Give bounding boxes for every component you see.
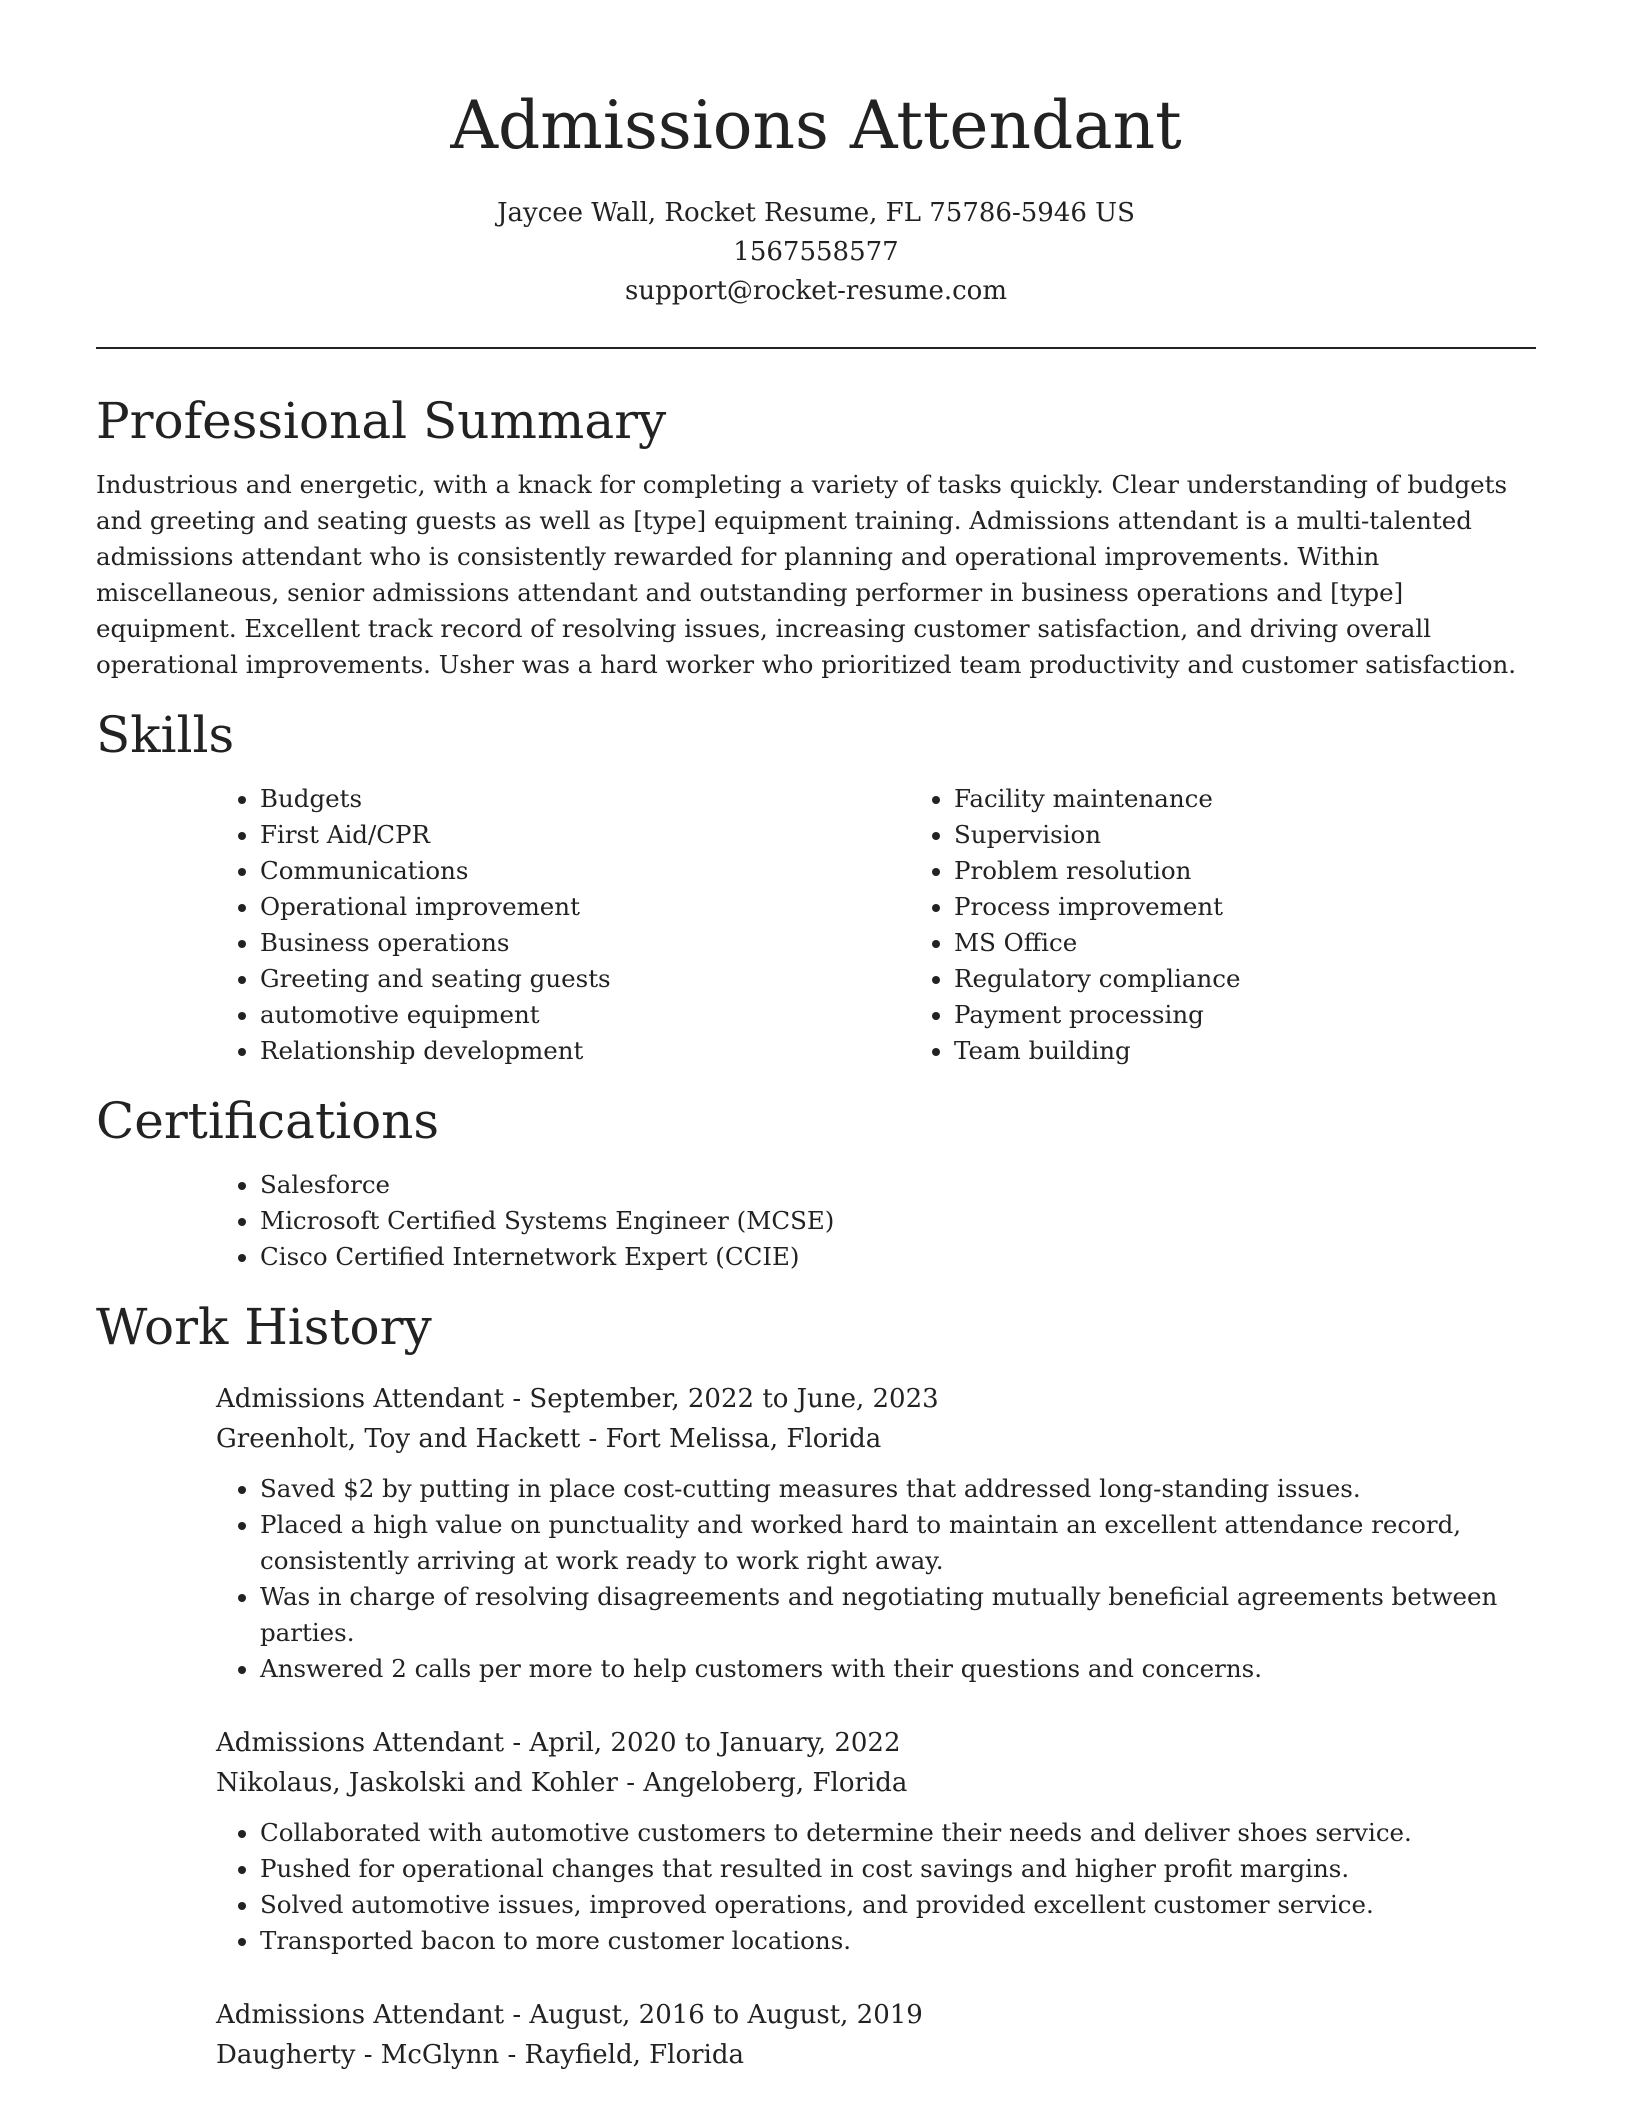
job-bullet: • Transported bacon to more customer locations. (260, 1923, 1536, 1959)
job-bullet: • Saved $2 by putting in place cost-cutting measures that addressed long-standing issues. (260, 1471, 1536, 1507)
job-dates: September, 2022 to June, 2023 (529, 1384, 939, 1414)
certifications-heading: Certifications (96, 1092, 440, 1150)
job-location: Fort Melissa, Florida (605, 1424, 882, 1454)
skill-item: • automotive equipment (260, 997, 910, 1033)
job-bullet: • Was in charge of resolving disagreements and negotiating mutually beneficial agreements between parties. (260, 1579, 1536, 1651)
candidate-title: Admissions Attendant (450, 87, 1182, 164)
skill-item: • Team building (954, 1033, 1604, 1069)
skill-item: • Greeting and seating guests (260, 961, 910, 997)
skills-list-left (216, 781, 910, 1069)
job-location: Rayfield, Florida (524, 2040, 745, 2070)
skill-item: • Operational improvement (260, 889, 910, 925)
resume-header (96, 0, 1536, 311)
work-history-section (96, 1295, 1536, 2075)
job-location: Angeloberg, Florida (643, 1768, 908, 1798)
skill-item: • Communications (260, 853, 910, 889)
skill-item: • Budgets (260, 781, 910, 817)
contact-block (96, 194, 1536, 311)
job-company-line: Greenholt, Toy and Hackett - Fort Melissa, Florida (216, 1424, 882, 1454)
skill-item: • Supervision (954, 817, 1604, 853)
skill-item: • Business operations (260, 925, 910, 961)
certifications-section (96, 1089, 1536, 1275)
certification-item: • Microsoft Certified Systems Engineer (MCSE) (260, 1203, 1536, 1239)
job-title: Admissions Attendant (216, 1384, 505, 1414)
certification-item: • Cisco Certified Internetwork Expert (CCIE) (260, 1239, 1536, 1275)
summary-section (96, 389, 1536, 683)
job-bullet: • Answered 2 calls per more to help customers with their questions and concerns. (260, 1651, 1536, 1687)
job-entry (216, 1723, 1536, 1959)
skill-item: • Process improvement (954, 889, 1604, 925)
job-company-line: Nikolaus, Jaskolski and Kohler - Angeloberg, Florida (216, 1768, 908, 1798)
contact-email: support@rocket-resume.com (624, 276, 1007, 306)
skill-item: • Relationship development (260, 1033, 910, 1069)
job-bullet: • Solved automotive issues, improved operations, and provided excellent customer service. (260, 1887, 1536, 1923)
contact-address: Jaycee Wall, Rocket Resume, FL 75786-5946 US (497, 198, 1135, 228)
job-title-line: Admissions Attendant - September, 2022 to June, 2023 (216, 1384, 939, 1414)
job-bullets (216, 1815, 1536, 1959)
summary-heading: Professional Summary (96, 392, 667, 450)
job-bullet: • Placed a high value on punctuality and worked hard to maintain an excellent attendance record, consistently arriving at work ready to work right away. (260, 1507, 1536, 1579)
skill-item: • Payment processing (954, 997, 1604, 1033)
job-title-line: Admissions Attendant - April, 2020 to January, 2022 (216, 1728, 901, 1758)
skill-item: • First Aid/CPR (260, 817, 910, 853)
job-entry (216, 1379, 1536, 1687)
skills-list-right (910, 781, 1604, 1069)
job-bullet: • Collaborated with automotive customers to determine their needs and deliver shoes service. (260, 1815, 1536, 1851)
job-company: Daugherty - McGlynn (216, 2040, 500, 2070)
skills-section (96, 703, 1536, 1069)
contact-phone: 1567558577 (733, 237, 899, 267)
job-dates: August, 2016 to August, 2019 (529, 2000, 923, 2030)
skill-item: • Facility maintenance (954, 781, 1604, 817)
job-bullets (216, 1471, 1536, 1687)
skills-heading: Skills (96, 706, 235, 764)
job-title: Admissions Attendant (216, 2000, 505, 2030)
job-company: Greenholt, Toy and Hackett (216, 1424, 581, 1454)
skill-item: • Regulatory compliance (954, 961, 1604, 997)
job-entry (216, 1995, 1536, 2075)
job-company: Nikolaus, Jaskolski and Kohler (216, 1768, 618, 1798)
job-dates: April, 2020 to January, 2022 (529, 1728, 901, 1758)
work-history-heading: Work History (96, 1298, 432, 1356)
summary-text: Industrious and energetic, with a knack for completing a variety of tasks quickly. Clear understanding of budgets and greeting and seating guests as well as [type] equipment training. Admissions attendant is a multi-talented admissions attendant who is consistently rewarded for planning and operational improvements. Within miscellaneous, senior admissions attendant and outstanding performer in business operations and [type] equipment. Excellent track record of resolving issues, increasing customer satisfaction, and driving overall operational improvements. Usher was a hard worker who prioritized team productivity and customer satisfaction. (96, 470, 1517, 679)
certification-item: • Salesforce (260, 1167, 1536, 1203)
job-title: Admissions Attendant (216, 1728, 505, 1758)
skill-item: • Problem resolution (954, 853, 1604, 889)
job-company-line: Daugherty - McGlynn - Rayfield, Florida (216, 2040, 745, 2070)
skills-grid (216, 781, 1536, 1069)
job-bullet: • Pushed for operational changes that resulted in cost savings and higher profit margins. (260, 1851, 1536, 1887)
job-title-line: Admissions Attendant - August, 2016 to August, 2019 (216, 2000, 923, 2030)
skill-item: • MS Office (954, 925, 1604, 961)
certifications-list (216, 1167, 1536, 1275)
header-divider (96, 347, 1536, 349)
